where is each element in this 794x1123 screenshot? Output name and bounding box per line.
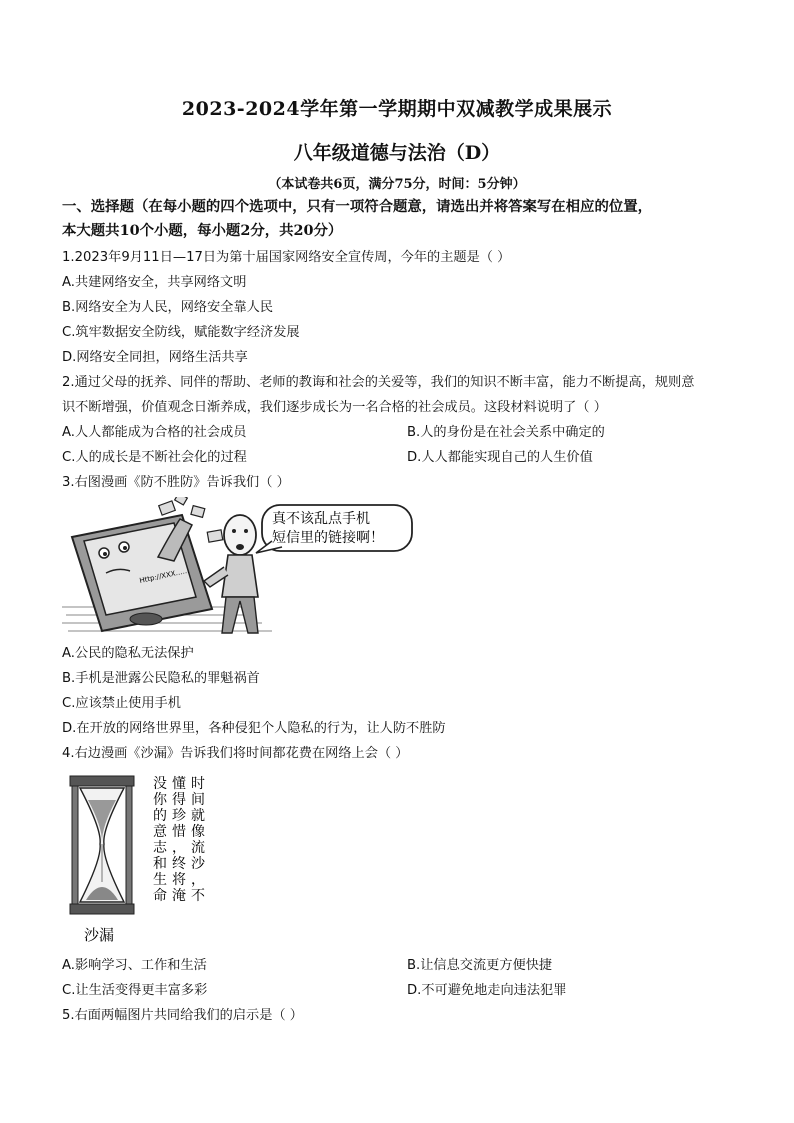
q3-option-b: B.手机是泄露公民隐私的罪魁祸首 xyxy=(62,671,260,686)
poem-char: 淹 xyxy=(172,888,186,904)
cartoon-phone-scam xyxy=(62,497,418,637)
q5-stem: 5.右面两幅图片共同给我们的启示是（ ） xyxy=(62,1008,303,1023)
hourglass-poem xyxy=(153,775,206,904)
poem-char: 和 xyxy=(153,856,167,872)
q2-option-b: B.人的身份是在社会关系中确定的 xyxy=(407,425,605,440)
poem-char: 你 xyxy=(153,792,167,808)
q2-stem-line1: 2.通过父母的抚养、同伴的帮助、老师的教诲和社会的关爱等，我们的知识不断丰富，能力不断提高，规则意 xyxy=(62,375,695,390)
poem-char: 得 xyxy=(172,792,186,808)
q4-option-b: B.让信息交流更方便快捷 xyxy=(407,958,553,973)
poem-char: 珍 xyxy=(172,808,186,824)
phone-icon xyxy=(72,515,212,631)
q2-option-a: A.人人都能成为合格的社会成员 xyxy=(62,425,247,440)
q1-option-b: B.网络安全为人民，网络安全靠人民 xyxy=(62,300,274,315)
q3-option-c: C.应该禁止使用手机 xyxy=(62,696,181,711)
q3-option-a: A.公民的隐私无法保护 xyxy=(62,646,194,661)
poem-char: 沙 xyxy=(191,856,205,872)
hourglass-icon xyxy=(70,776,134,914)
poem-char: 命 xyxy=(153,888,167,904)
q4-option-a: A.影响学习、工作和生活 xyxy=(62,958,207,973)
poem-char: 意 xyxy=(153,824,167,840)
poem-char: 惜 xyxy=(172,824,186,840)
exam-title: 2023-2024学年第一学期期中双减教学成果展示 xyxy=(181,98,613,120)
poem-char: 没 xyxy=(153,776,167,792)
poem-char: ， xyxy=(172,840,186,856)
speech-bubble xyxy=(256,505,412,553)
section-heading-line1: 一、选择题（在每小题的四个选项中，只有一项符合题意，请选出并将答案写在相应的位置， xyxy=(62,198,653,215)
poem-char: 志 xyxy=(153,840,167,856)
exam-info: （本试卷共6页，满分75分，时间：5分钟） xyxy=(268,177,526,192)
q3-option-d: D.在开放的网络世界里，各种侵犯个人隐私的行为，让人防不胜防 xyxy=(62,721,446,736)
poem-char: 流 xyxy=(191,840,205,856)
section-heading-line2: 本大题共10个小题，每小题2分，共20分） xyxy=(62,222,343,239)
bubble-line2: 短信里的链接啊！ xyxy=(272,530,384,546)
q4-stem: 4.右边漫画《沙漏》告诉我们将时间都花费在网络上会（ ） xyxy=(62,746,409,761)
cartoon-hourglass xyxy=(62,770,212,948)
poem-char: 将 xyxy=(172,872,186,888)
phone-screen-text: Http://XXX…… xyxy=(138,566,190,585)
poem-char: 的 xyxy=(153,808,167,824)
poem-char: 间 xyxy=(191,792,205,808)
bubble-line1: 真不该乱点手机 xyxy=(272,511,370,527)
q3-stem: 3.右图漫画《防不胜防》告诉我们（ ） xyxy=(62,475,290,490)
poem-char: 终 xyxy=(172,856,186,872)
hourglass-caption: 沙漏 xyxy=(84,926,115,944)
poem-char: 就 xyxy=(191,808,205,824)
q1-option-c: C.筑牢数据安全防线，赋能数字经济发展 xyxy=(62,325,300,340)
poem-char: 不 xyxy=(191,888,205,904)
q1-option-a: A.共建网络安全，共享网络文明 xyxy=(62,275,247,290)
q1-stem: 1.2023年9月11日—17日为第十届国家网络安全宣传周，今年的主题是（ ） xyxy=(62,250,511,265)
q2-stem-line2: 识不断增强，价值观念日渐养成，我们逐步成长为一名合格的社会成员。这段材料说明了（ ） xyxy=(62,400,607,415)
poem-char: 生 xyxy=(153,872,167,888)
q4-option-d: D.不可避免地走向违法犯罪 xyxy=(407,983,567,998)
q2-option-c: C.人的成长是不断社会化的过程 xyxy=(62,450,247,465)
q1-option-d: D.网络安全同担，网络生活共享 xyxy=(62,350,248,365)
q2-option-d: D.人人都能实现自己的人生价值 xyxy=(407,450,593,465)
poem-char: 时 xyxy=(191,776,205,792)
exam-subtitle: 八年级道德与法治（D） xyxy=(293,142,501,164)
q4-option-c: C.让生活变得更丰富多彩 xyxy=(62,983,208,998)
poem-char: ， xyxy=(191,872,205,888)
poem-char: 像 xyxy=(191,824,205,840)
poem-char: 懂 xyxy=(172,776,186,792)
